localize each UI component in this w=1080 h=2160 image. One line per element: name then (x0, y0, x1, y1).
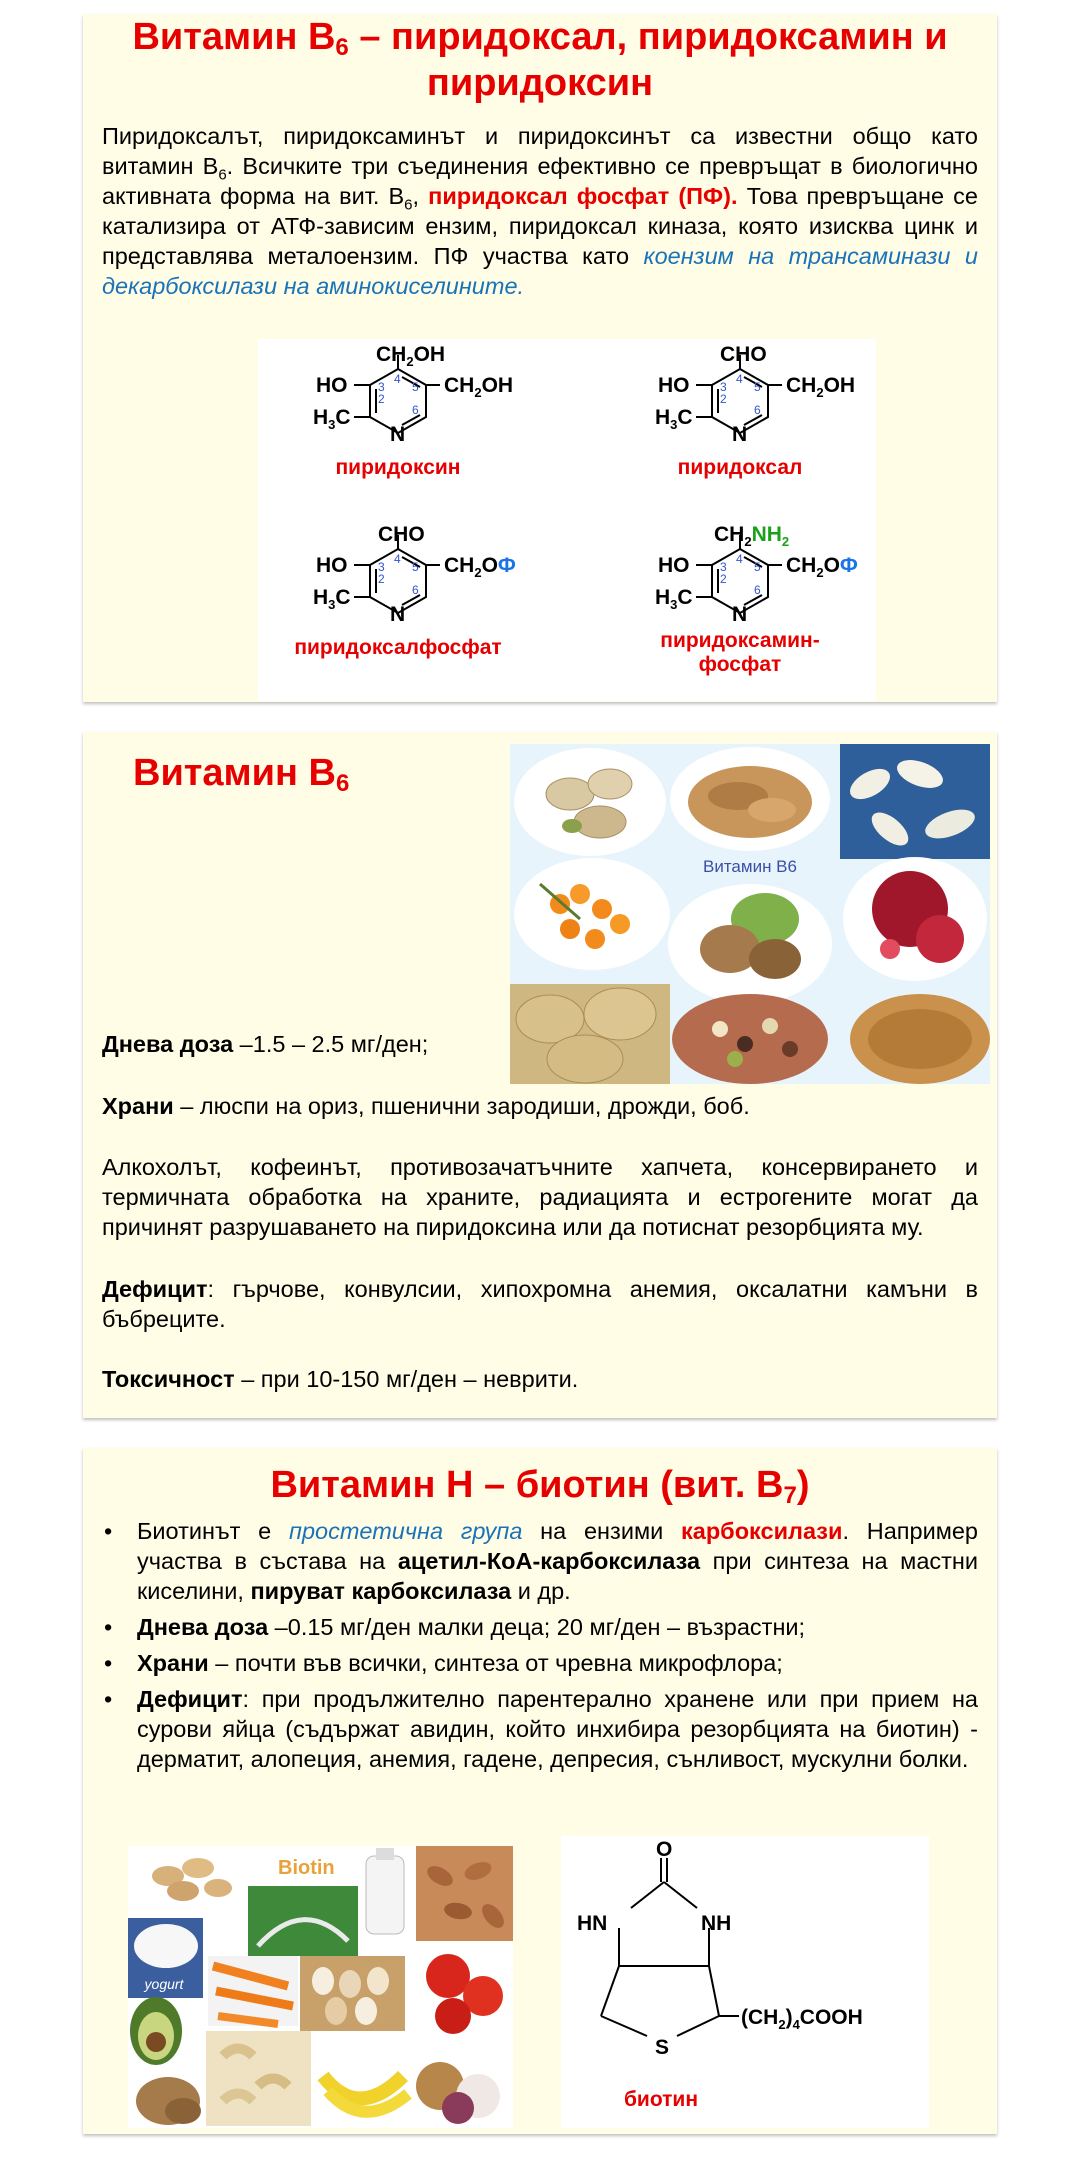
yogurt-image (128, 1918, 203, 1998)
svg-text:пиридоксал: пиридоксал (677, 456, 803, 479)
slide3-title: Витамин H – биотин (вит. $B_7$) (270, 1464, 810, 1509)
slide-vitamin-b6-forms (83, 14, 997, 702)
svg-text:H3C: $H_3C$ (655, 586, 693, 612)
milk-bottle-image (366, 1848, 404, 1934)
molecule-pyridoxamine-phosphate (655, 523, 858, 676)
onions-image (416, 2062, 500, 2124)
pyridoxine-structures (258, 339, 876, 701)
svg-text:пиридоксалфосфат: пиридоксалфосфат (294, 636, 502, 659)
svg-text:CH2OФ: $CH_2OФ$ (444, 554, 516, 580)
svg-text:CH2OФ: $CH_2OФ$ (786, 554, 858, 580)
svg-text:H3C: $H_3C$ (313, 586, 351, 612)
svg-text:4: 4 (394, 552, 401, 566)
slide-vitamin-b6 (83, 732, 997, 1418)
walnuts-image (668, 884, 832, 1004)
svg-text:HO: HO (316, 374, 348, 397)
svg-text:5: 5 (412, 560, 419, 574)
svg-text:N: N (732, 603, 748, 626)
svg-text:O: O (656, 1838, 673, 1861)
wheat-bran-image (670, 747, 830, 851)
biotin-foods-art (128, 1846, 513, 2128)
molecules-figure (258, 339, 876, 701)
svg-text:пиридоксамин-: пиридоксамин- (660, 629, 820, 652)
svg-text:H3C: $H_3C$ (313, 406, 351, 432)
svg-text:5: 5 (754, 560, 761, 574)
svg-text:CH2NH2: $CH_2NH_2$ (714, 523, 790, 549)
svg-text:S: S (655, 2036, 670, 2059)
svg-text:NH: NH (701, 1912, 732, 1935)
biotin-name: биотин (623, 2088, 699, 2111)
daily-dose-text: Днева доза –1.5 – 2.5 мг/ден; (102, 1031, 429, 1057)
biotin-structure-art (561, 1836, 929, 2128)
greens-image (248, 1886, 358, 1956)
svg-text:3: 3 (378, 560, 385, 574)
eggs-image (300, 1956, 405, 2031)
svg-text:2: 2 (720, 392, 727, 406)
svg-text:5: 5 (412, 380, 419, 394)
svg-text:3: 3 (720, 560, 727, 574)
svg-text:3: 3 (378, 380, 385, 394)
bullet-deficiency: • Дефицит: при продължително парентерално хранене или при прием на сурови яйца (съдържат авидин, който инхибира резорбцията на биотин) - дерматит, алопеция, анемия, гадене, депресия, сънливост, мускулни болки. (104, 1686, 978, 1772)
bullet-prosthetic-group: • Биотинът е простетична група на ензими карбоксилази. Например участва в състава на ацетил-КоА-карбоксилаза при синтеза на мастни киселини, пируват карбоксилаза и др. (104, 1518, 979, 1604)
biotin-bullets (102, 1516, 978, 1780)
svg-text:4: 4 (736, 372, 743, 386)
slide1-paragraph: Пиридоксалът, пиридоксаминът и пиридоксинът са известни общо като витамин $B_6$. Всичките три съединения ефективно се превръщат в биологично активната форма на вит. $B_6$, пиридоксал фосфат (ПФ). Това превръщане се катализира от АТФ-зависим ензим, пиридоксал киназа, която изисква цинк и представлява металоензим. ПФ участва като коензим на трансаминази и декарбоксилази на аминокиселините. (102, 123, 979, 299)
svg-text:HO: HO (658, 554, 690, 577)
svg-text:N: N (732, 423, 748, 446)
svg-text:6: 6 (412, 403, 419, 417)
molecule-pyridoxal (655, 343, 855, 479)
svg-text:6: 6 (412, 583, 419, 597)
pistachio-image (514, 748, 666, 856)
svg-text:3: 3 (720, 380, 727, 394)
svg-text:CH2OH: $CH_2OH$ (786, 374, 856, 400)
carrots-image (208, 1956, 298, 2026)
avocado-image (130, 1997, 182, 2065)
molecule-pyridoxal-phosphate (294, 523, 516, 659)
tomatoes-image (426, 1954, 503, 2034)
sea-buckthorn-image (514, 858, 670, 970)
svg-text:(CH2)4COOH: $(CH_2)_4COOH$ (741, 2006, 863, 2032)
svg-text:2: 2 (378, 392, 385, 406)
svg-text:CH2OH: $CH_2OH$ (444, 374, 514, 400)
biotin-foods-collage (128, 1846, 513, 2128)
yogurt-label: yogurt (144, 1976, 184, 1992)
slide2-title: Витамин $B_6$ (133, 752, 350, 797)
molecule-pyridoxine (313, 343, 513, 479)
alcohol-text: Алкохолът, кофеинът, противозачатъчните хапчета, консервирането и термичната обработка на храните, радиацията и естрогените могат да причинят разрушаването на пиридоксина или да потиснат резорбцията му. (102, 1154, 978, 1240)
food-caption: Витамин B6 (703, 857, 797, 876)
svg-text:N: N (390, 603, 406, 626)
peanuts-image (152, 1858, 232, 1901)
svg-text:CHO: CHO (720, 343, 767, 366)
svg-text:фосфат: фосфат (698, 653, 782, 676)
toxicity-text: Токсичност – при 10-150 мг/ден – неврити. (102, 1366, 579, 1392)
seeds-image (840, 744, 990, 859)
foods-text: Храни – люспи на ориз, пшенични зародиши, дрожди, боб. (102, 1093, 750, 1119)
svg-text:6: 6 (754, 583, 761, 597)
slide-vitamin-h-biotin (83, 1448, 997, 2134)
svg-text:2: 2 (378, 572, 385, 586)
svg-text:HN: HN (577, 1912, 608, 1935)
svg-text:4: 4 (394, 372, 401, 386)
svg-text:пиридоксин: пиридоксин (335, 456, 461, 479)
svg-text:5: 5 (754, 380, 761, 394)
svg-text:HO: HO (316, 554, 348, 577)
biotin-food-label: Biotin (278, 1857, 335, 1879)
svg-text:H3C: $H_3C$ (655, 406, 693, 432)
walnut-image (136, 2077, 201, 2125)
svg-text:2: 2 (720, 572, 727, 586)
almonds-image (416, 1846, 513, 1941)
deficiency-text: Дефицит: гърчове, конвулсии, хипохромна анемия, оксалатни камъни в бъбреците. (102, 1276, 978, 1332)
biotin-structure (561, 1836, 929, 2128)
svg-text:CH2OH: $CH_2OH$ (376, 343, 446, 369)
bullet-foods: • Храни – почти във всички, синтеза от чревна микрофлора; (104, 1650, 783, 1676)
svg-text:CHO: CHO (378, 523, 425, 546)
slide1-title: Витамин $B_6$ – пиридоксал, пиридоксамин и пиридоксин (132, 16, 948, 104)
svg-text:HO: HO (658, 374, 690, 397)
svg-text:N: N (390, 423, 406, 446)
bananas-image (323, 2076, 408, 2112)
svg-text:6: 6 (754, 403, 761, 417)
bullet-daily-dose: • Днева доза –0.15 мг/ден малки деца; 20 мг/ден – възрастни; (104, 1614, 806, 1640)
cashews-image (206, 2031, 311, 2126)
pomegranate-image (843, 857, 987, 981)
svg-text:4: 4 (736, 552, 743, 566)
